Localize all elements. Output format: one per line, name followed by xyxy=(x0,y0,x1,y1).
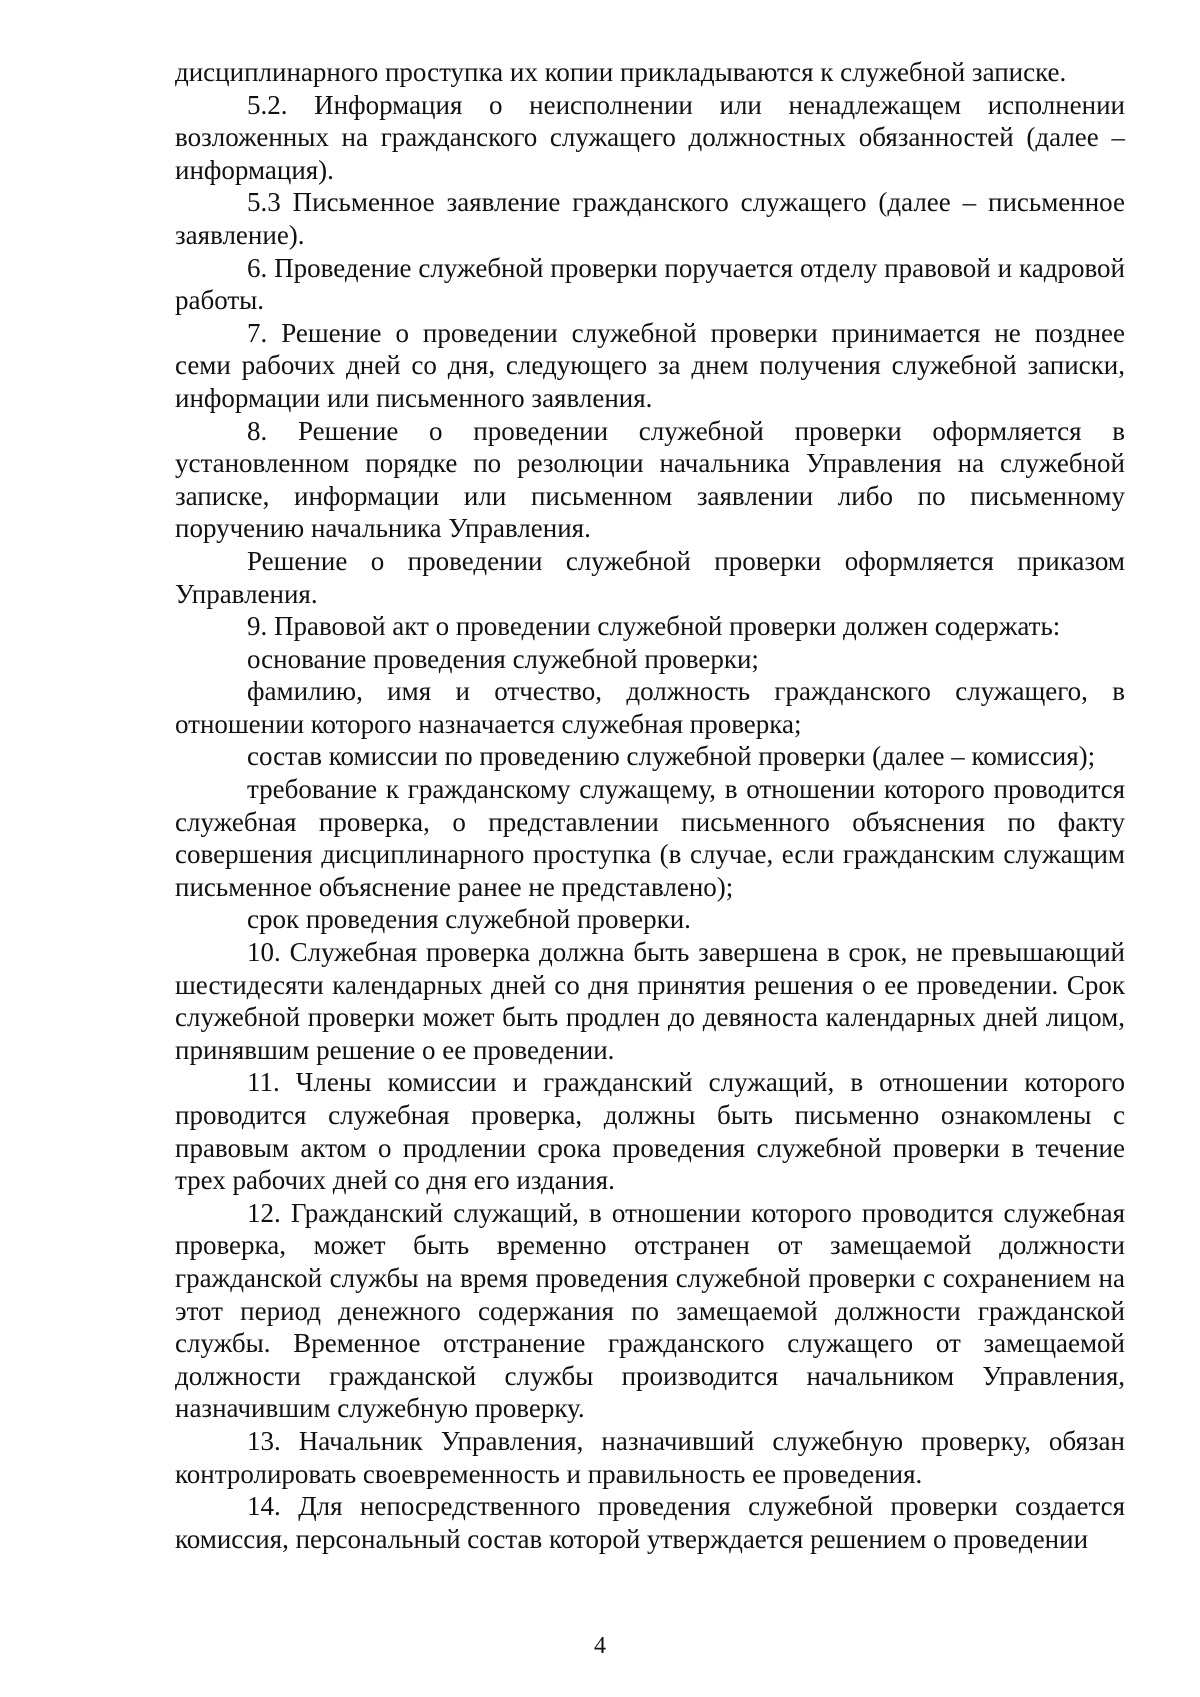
paragraph-8-order: Решение о проведении служебной проверки оформляется приказом Управления. xyxy=(175,545,1125,609)
paragraph-5-2: 5.2. Информация о неисполнении или ненадлежащем исполнении возложенных на гражданского служащего должностных обязанностей (далее – информация). xyxy=(175,89,1125,185)
document-body xyxy=(175,56,1125,1555)
page-number: 4 xyxy=(594,1633,606,1659)
paragraph-11: 11. Члены комиссии и гражданский служащий, в отношении которого проводится служебная проверка, должны быть письменно ознакомлены с правовым актом о продлении срока проведения служебной проверки в течение трех рабочих дней со дня его издания. xyxy=(175,1067,1125,1196)
paragraph-6: 6. Проведение служебной проверки поручается отделу правовой и кадровой работы. xyxy=(175,252,1125,316)
paragraph-7: 7. Решение о проведении служебной проверки принимается не позднее семи рабочих дней со дня, следующего за днем получения служебной записки, информации или письменного заявления. xyxy=(175,317,1125,413)
paragraph-9-item-basis: основание проведения служебной проверки; xyxy=(247,643,759,674)
paragraph-9-item-name: фамилию, имя и отчество, должность гражданского служащего, в отношении которого назначается служебная проверка; xyxy=(175,676,1125,739)
paragraph-9-item-requirement: требование к гражданскому служащему, в отношении которого проводится служебная проверка, о представлении письменного объяснения по факту совершения дисциплинарного проступка (в случае, если гражданским служащим письменное объяснение ранее не представлено); xyxy=(175,774,1125,902)
paragraph-continuation: дисциплинарного проступка их копии прикладываются к служебной записке. xyxy=(175,57,1067,87)
paragraph-8: 8. Решение о проведении служебной проверки оформляется в установленном порядке по резолюции начальника Управления на служебной записке, информации или письменном заявлении либо по письменному поручению начальника Управления. xyxy=(175,415,1125,544)
paragraph-5-3: 5.3 Письменное заявление гражданского служащего (далее – письменное заявление). xyxy=(175,187,1125,250)
paragraph-9-item-commission: состав комиссии по проведению служебной проверки (далее – комиссия); xyxy=(247,741,1096,772)
paragraph-13: 13. Начальник Управления, назначивший служебную проверку, обязан контролировать своевременность и правильность ее проведения. xyxy=(175,1425,1125,1489)
paragraph-9: 9. Правовой акт о проведении служебной проверки должен содержать: xyxy=(247,611,1061,642)
paragraph-10: 10. Служебная проверка должна быть завершена в срок, не превышающий шестидесяти календарных дней со дня принятия решения о ее проведении. Срок служебной проверки может быть продлен до девяноста календарных дней лицом, принявшим решение о ее проведении. xyxy=(175,937,1125,1065)
paragraph-14: 14. Для непосредственного проведения служебной проверки создается комиссия, персональный состав которой утверждается решением о проведении xyxy=(175,1491,1125,1554)
paragraph-9-item-term: срок проведения служебной проверки. xyxy=(247,904,691,935)
paragraph-12: 12. Гражданский служащий, в отношении которого проводится служебная проверка, может быть временно отстранен от замещаемой должности гражданской службы на время проведения служебной проверки с сохранением на этот период денежного содержания по замещаемой должности гражданской службы. Временное отстранение гражданского служащего от замещаемой должности гражданской службы производится начальником Управления, назначившим служебную проверку. xyxy=(175,1197,1125,1424)
